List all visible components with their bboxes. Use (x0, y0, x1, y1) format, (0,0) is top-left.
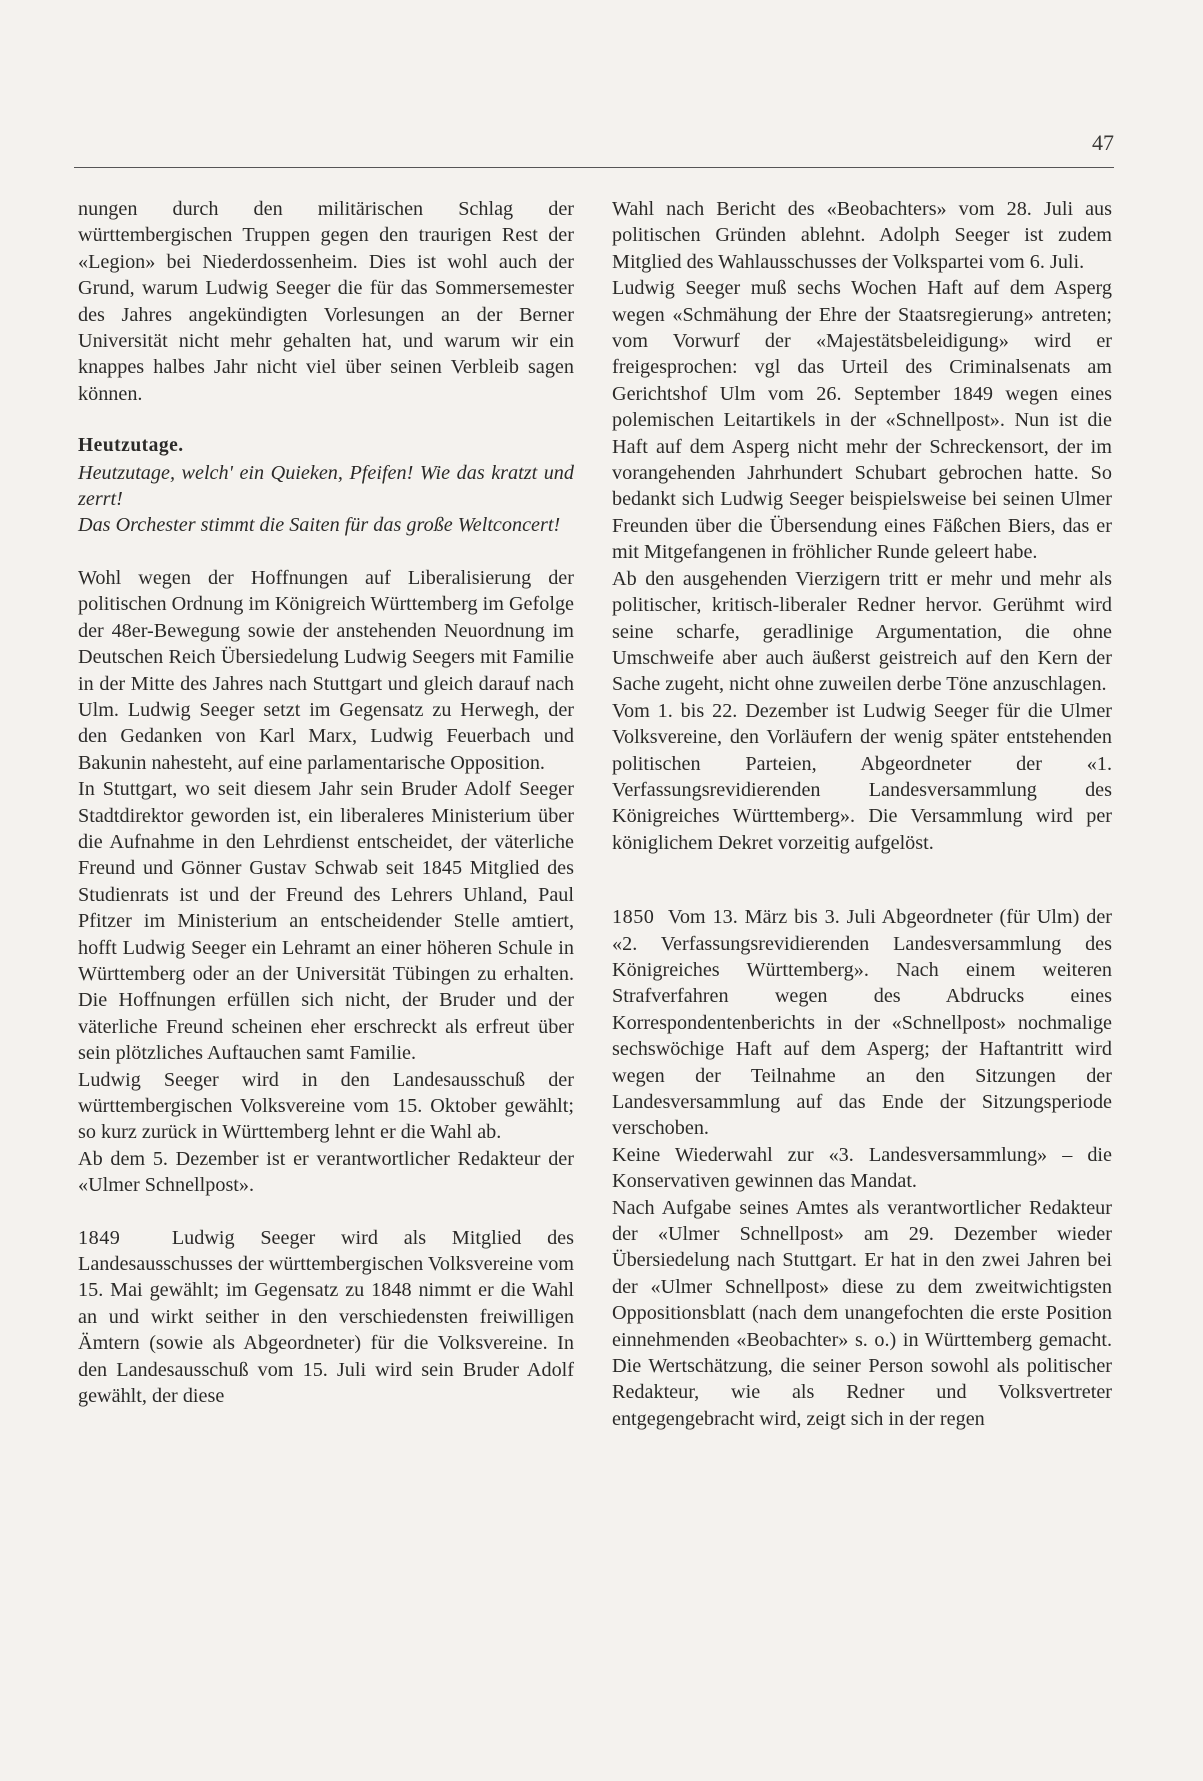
left-column (78, 196, 574, 1409)
paragraph: Nach Aufgabe seines Amtes als verantwortlicher Redakteur der «Ulmer Schnellpost» am 29. Dezember wieder Übersiedelung nach Stuttgart. Er hat in den zwei Jahren bei der «Ulmer Schnellpost» diese zu dem zweitwichtigsten Oppositionsblatt (nach dem unangefochten die erste Position einnehmenden «Beobachter» s. o.) in Württemberg gemacht. Die Wertschätzung, die seiner Person sowohl als politischer Redakteur, wie als Redner und Volksvertreter entgegengebracht wird, zeigt sich in der regen (612, 1196, 1112, 1430)
paragraph-text: Vom 13. März bis 3. Juli Abgeordneter (für Ulm) der «2. Verfassungsrevidierenden Landesversammlung des Königreiches Württemberg». Nach einem weiteren Strafverfahren wegen des Abdrucks eines Korrespondentenberichts in der «Schnellpost» nochmalige sechswöchige Haft auf dem Asperg; der Haftantritt wird wegen der Teilnahme an den Sitzungen der Landesversammlung auf das Ende der Sitzungsperiode verschoben. (612, 906, 1113, 1140)
paragraph: Ludwig Seeger muß sechs Wochen Haft auf dem Asperg wegen «Schmähung der Ehre der Staatsregierung» antreten; vom Vorwurf der «Majestätsbeleidigung» wird er freigesprochen: vgl das Urteil des Criminalsenats am Gerichtshof Ulm vom 26. September 1849 wegen eines polemischen Leitartikels in der «Schnellpost». Nun ist die Haft auf dem Asperg nicht mehr der Schreckensort, der im vorangehenden Jahrhundert Schubart gebrochen hatte. So bedankt sich Ludwig Seeger beispielsweise bei seinen Ulmer Freunden über die Übersendung eines Fäßchen Biers, das er mit Mitgefangenen in fröhlicher Runde geleert habe. (612, 277, 1112, 564)
paragraph (78, 1225, 574, 1410)
paragraph: Vom 1. bis 22. Dezember ist Ludwig Seeger für die Ulmer Volksvereine, den Vorläufern der wenig später entstehenden politischen Parteien, Abgeordneter der «1. Verfassungsrevidierenden Landesversammlung des Königreiches Württemberg». Die Versammlung wird per königlichem Dekret vorzeitig aufgelöst. (612, 699, 1112, 854)
section-heading: Heutzutage. (78, 435, 184, 457)
paragraph: nungen durch den militärischen Schlag der württembergischen Truppen gegen den traurigen Rest der «Legion» bei Niederdossenheim. Dies ist wohl auch der Grund, warum Ludwig Seeger die für das Sommersemester des Jahres angekündigten Vorlesungen an der Berner Universität nicht mehr gehalten hat, und warum wir ein knappes halbes Jahr nicht viel über seinen Verbleib sagen können. (78, 198, 574, 405)
year-marker: 1849 (78, 1226, 121, 1249)
paragraph: In Stuttgart, wo seit diesem Jahr sein Bruder Adolf Seeger Stadtdirektor geworden ist, ein liberaleres Ministerium über die Aufnahme in den Lehrdienst entscheidet, der väterliche Freund und Gönner Gustav Schwab seit 1845 Mitglied des Studienrats ist und der Freund des Lehrers Uhland, Paul Pfitzer im Ministerium an entscheidender Stelle amtiert, hofft Ludwig Seeger ein Lehramt an einer höheren Schule in Württemberg oder an der Universität Tübingen zu erhalten. Die Hoffnungen erfüllen sich nicht, der Bruder und der väterliche Freund scheinen eher erschreckt als erfreut über sein plötzliches Auftauchen samt Familie. (78, 778, 574, 1065)
year-marker: 1850 (612, 906, 655, 929)
paragraph (612, 904, 1112, 1142)
paragraph: Wohl wegen der Hoffnungen auf Liberalisierung der politischen Ordnung im Königreich Württemberg im Gefolge der 48er-Bewegung sowie der anstehenden Neuordnung im Deutschen Reich Übersiedelung Ludwig Seegers mit Familie in der Mitte des Jahres nach Stuttgart und gleich darauf nach Ulm. Ludwig Seeger setzt im Gegensatz zu Herwegh, der den Gedanken von Karl Marx, Ludwig Feuerbach und Bakunin nahesteht, auf eine parlamentarische Opposition. (78, 566, 574, 774)
header-rule (74, 167, 1114, 168)
right-column (612, 196, 1112, 1432)
page-number: 47 (1092, 130, 1114, 155)
paragraph: Wahl nach Bericht des «Beobachters» vom 28. Juli aus politischen Gründen ablehnt. Adolph Seeger ist zudem Mitglied des Wahlausschusses der Volkspartei vom 6. Juli. (612, 198, 1112, 273)
paragraph: Ludwig Seeger wird in den Landesausschuß der württembergischen Volksvereine vom 15. Oktober gewählt; so kurz zurück in Württemberg lehnt er die Wahl ab. (78, 1068, 574, 1144)
verse-quote: Das Orchester stimmt die Saiten für das große Weltconcert! (78, 514, 561, 537)
paragraph: Keine Wiederwahl zur «3. Landesversammlung» – die Konservativen gewinnen das Mandat. (612, 1143, 1112, 1193)
paragraph: Ab dem 5. Dezember ist er verantwortlicher Redakteur der «Ulmer Schnellpost». (78, 1147, 574, 1197)
verse-quote: Heutzutage, welch' ein Quieken, Pfeifen! Wie das kratzt und zerrt! (78, 461, 574, 511)
paragraph-text: Ludwig Seeger wird als Mitglied des Landesausschusses der württembergischen Volksvereine vom 15. Mai gewählt; im Gegensatz zu 1848 nimmt er die Wahl an und wirkt seither in den verschiedensten freiwilligen Ämtern (sowie als Abgeordneter) für die Volksvereine. In den Landesausschuß vom 15. Juli wird sein Bruder Adolf gewählt, der diese (78, 1226, 574, 1408)
paragraph: Ab den ausgehenden Vierzigern tritt er mehr und mehr als politischer, kritisch-liberaler Redner hervor. Gerühmt wird seine scharfe, geradlinige Argumentation, die ohne Umschweife aber auch äußerst geistreich auf den Kern der Sache zugeht, nicht ohne zuweilen derbe Töne anzuschlagen. (612, 567, 1112, 696)
